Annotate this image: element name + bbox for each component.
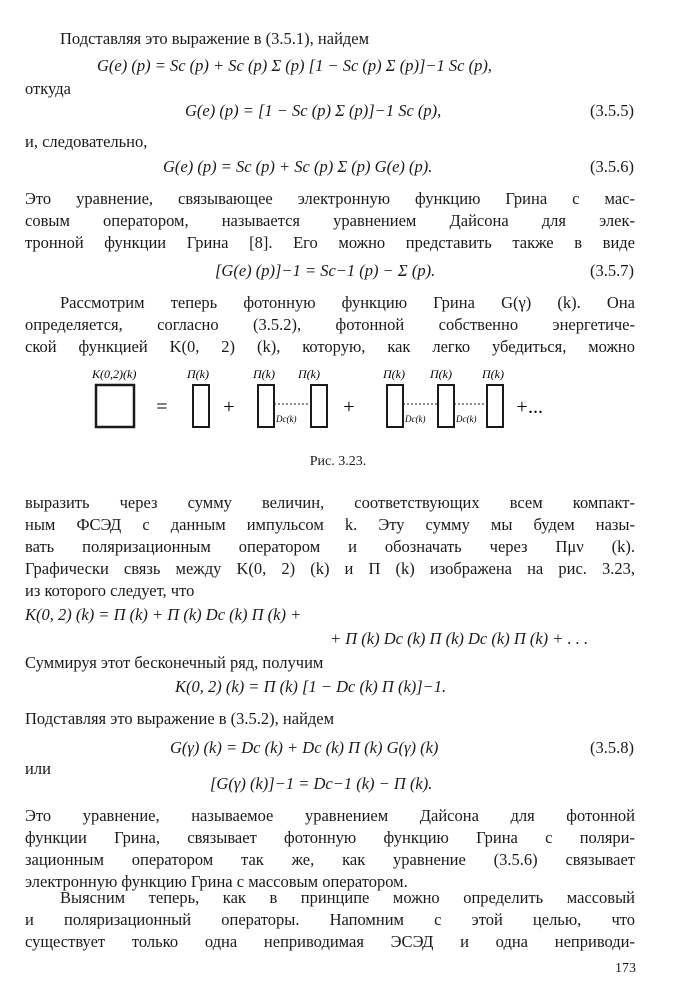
fig-plus: + — [222, 396, 236, 418]
text-line: электронную функцию Грина с массовым оператором. — [25, 872, 408, 891]
text-line: вать поляризационным оператором и обозначать через Πμν (k). — [25, 537, 635, 556]
text-line: существует только одна неприводимая ЭСЭД и одна неприводи- — [25, 932, 635, 951]
equation-number: (3.5.7) — [590, 261, 634, 280]
feynman-diagram-figure — [0, 360, 676, 445]
text-line: функции Грина, связывает фотонную функцию Грина с поляри- — [25, 828, 635, 847]
Pi-box — [193, 385, 209, 427]
Pi-box — [487, 385, 503, 427]
equation: K(0, 2) (k) = Π (k) + Π (k) Dc (k) Π (k) + — [25, 605, 302, 624]
text-line: тронной функции Грина [8]. Его можно представить также в виде — [25, 233, 635, 252]
fig-label-D: Dc(k) — [405, 414, 426, 424]
text-line: ской функцией K(0, 2) (k), которую, как легко убедиться, можно — [25, 337, 635, 356]
equation: [G(γ) (k)]−1 = Dc−1 (k) − Π (k). — [210, 774, 433, 793]
equation: G(γ) (k) = Dc (k) + Dc (k) Π (k) G(γ) (k) — [170, 738, 439, 757]
figure-caption: Рис. 3.23. — [309, 454, 367, 469]
fig-label-K: K(0,2)(k) — [92, 367, 137, 381]
K-box — [96, 385, 134, 427]
text-line: Подставляя это выражение в (3.5.1), найдем — [60, 29, 370, 48]
fig-label-Pi: Π(k) — [482, 367, 504, 381]
text-line: зационным оператором так же, как уравнение (3.5.6) связывает — [25, 850, 635, 869]
equation: K(0, 2) (k) = Π (k) [1 − Dc (k) Π (k)]−1. — [175, 677, 447, 696]
equation: [G(e) (p)]−1 = Sc−1 (p) − Σ (p). — [215, 261, 436, 280]
text-line: Графически связь между K(0, 2) (k) и Π (k) изображена на рис. 3.23, — [25, 559, 635, 578]
text-line: из которого следует, что — [25, 581, 195, 600]
equation: G(e) (p) = [1 − Sc (p) Σ (p)]−1 Sc (p), — [185, 101, 442, 120]
fig-label-Pi: Π(k) — [253, 367, 275, 381]
fig-label-Pi: Π(k) — [298, 367, 320, 381]
Pi-box — [438, 385, 454, 427]
fig-equals: = — [155, 396, 169, 418]
text-line: выразить через сумму величин, соответствующих всем компакт- — [25, 493, 635, 512]
text-line: совым оператором, называется уравнением Дайсона для элек- — [25, 211, 635, 230]
fig-label-D: Dc(k) — [456, 414, 477, 424]
text-line: или — [25, 759, 51, 778]
text-line: Суммируя этот бесконечный ряд, получим — [25, 653, 324, 672]
fig-label-Pi: Π(k) — [383, 367, 405, 381]
Pi-box — [311, 385, 327, 427]
text-line: и, следовательно, — [25, 132, 148, 151]
text-line: откуда — [25, 79, 71, 98]
equation: G(e) (p) = Sc (p) + Sc (p) Σ (p) [1 − Sc (p) Σ (p)]−1 Sc (p), — [97, 56, 492, 75]
fig-plus: + — [342, 396, 356, 418]
text-line: ным ФСЭД с данным импульсом k. Эту сумму мы будем назы- — [25, 515, 635, 534]
Pi-box — [258, 385, 274, 427]
equation: G(e) (p) = Sc (p) + Sc (p) Σ (p) G(e) (p). — [163, 157, 433, 176]
equation-number: (3.5.8) — [590, 738, 634, 757]
text-line: Это уравнение, называемое уравнением Дайсона для фотонной — [25, 806, 635, 825]
text-line: Рассмотрим теперь фотонную функцию Грина G(γ) (k). Она — [60, 293, 635, 312]
equation-number: (3.5.5) — [590, 101, 634, 120]
fig-ellipsis: +... — [515, 396, 544, 418]
text-line: Выясним теперь, как в принципе можно определить массовый — [60, 888, 635, 907]
fig-label-Pi: Π(k) — [430, 367, 452, 381]
page-number: 173 — [615, 961, 636, 976]
equation-number: (3.5.6) — [590, 157, 634, 176]
text-line: и поляризационный операторы. Напомним с этой целью, что — [25, 910, 635, 929]
text-line: Это уравнение, связывающее электронную функцию Грина с мас- — [25, 189, 635, 208]
fig-label-Pi: Π(k) — [187, 367, 209, 381]
Pi-box — [387, 385, 403, 427]
equation: + Π (k) Dc (k) Π (k) Dc (k) Π (k) + . . . — [330, 629, 589, 648]
fig-label-D: Dc(k) — [276, 414, 297, 424]
text-line: определяется, согласно (3.5.2), фотонной собственно энергетиче- — [25, 315, 635, 334]
text-line: Подставляя это выражение в (3.5.2), найдем — [25, 709, 335, 728]
